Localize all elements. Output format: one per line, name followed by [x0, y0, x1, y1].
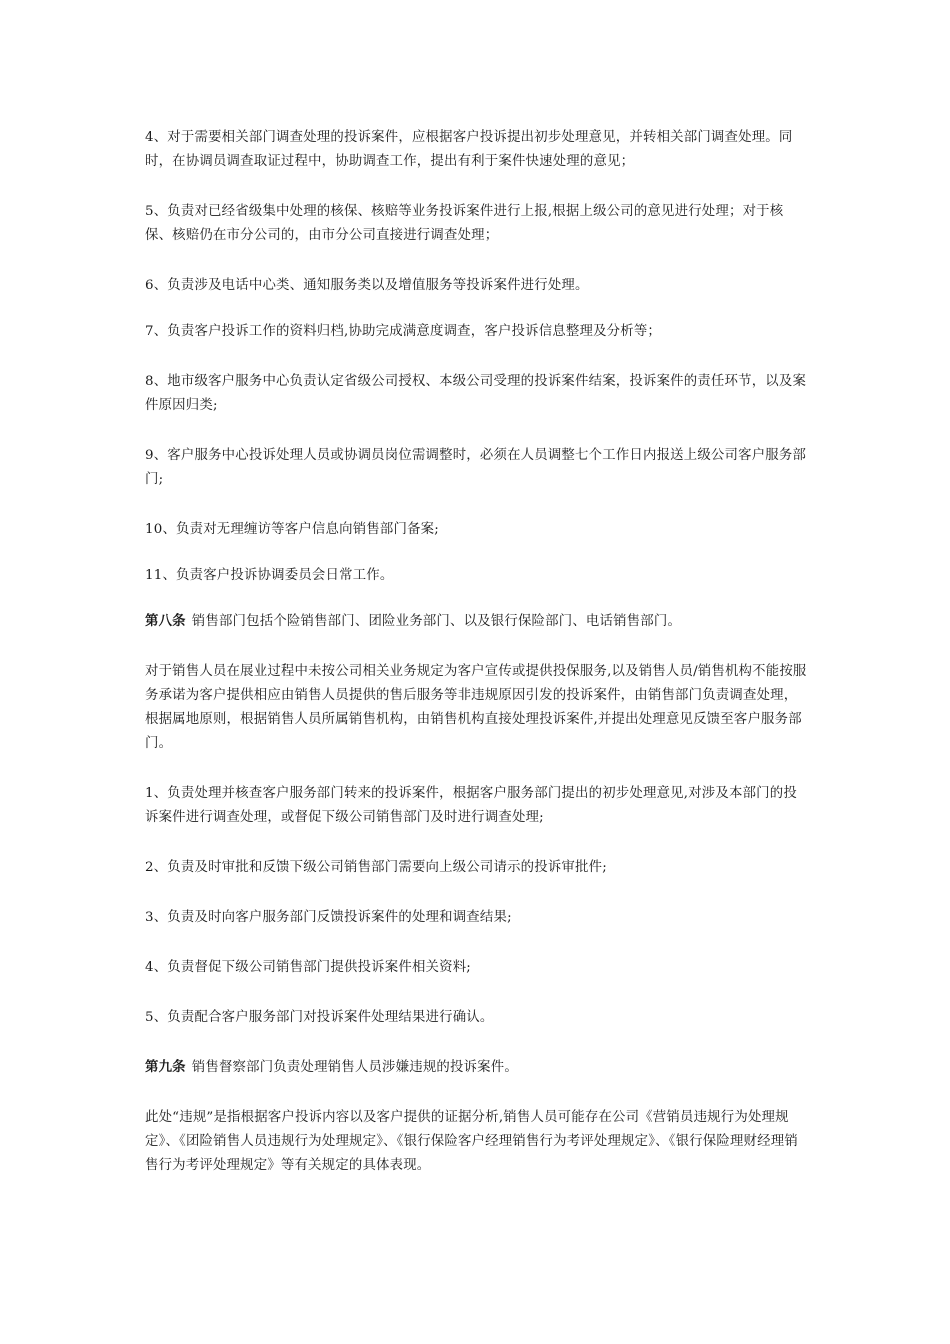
paragraph-item-10: 10、负责对无理缠访等客户信息向销售部门备案;: [145, 522, 439, 537]
article-9: [145, 1056, 809, 1080]
article-8: [145, 610, 809, 634]
paragraph-item-5: 5、负责对已经省级集中处理的核保、核赔等业务投诉案件进行上报,根据上级公司的意见进行处理；对于核保、核赔仍在市分公司的，由市分公司直接进行调查处理；: [145, 204, 784, 243]
paragraph-item-8: 8、地市级客户服务中心负责认定省级公司授权、本级公司受理的投诉案件结案，投诉案件的责任环节，以及案件原因归类;: [145, 374, 807, 413]
article-8-item-1: 1、负责处理并核查客户服务部门转来的投诉案件，根据客户服务部门提出的初步处理意见,对涉及本部门的投诉案件进行调查处理，或督促下级公司销售部门及时进行调查处理;: [145, 786, 797, 825]
article-8-item-3: 3、负责及时向客户服务部门反馈投诉案件的处理和调查结果;: [145, 910, 512, 925]
paragraph-item-9: 9、客户服务中心投诉处理人员或协调员岗位需调整时，必须在人员调整七个工作日内报送上级公司客户服务部门;: [145, 448, 807, 487]
article-8-item-5: 5、负责配合客户服务部门对投诉案件处理结果进行确认。: [145, 1010, 494, 1025]
paragraph-item-4: 4、对于需要相关部门调查处理的投诉案件，应根据客户投诉提出初步处理意见，并转相关部门调查处理。同时，在协调员调查取证过程中，协助调查工作，提出有利于案件快速处理的意见；: [145, 130, 793, 169]
article-9-heading: 第九条: [145, 1060, 186, 1075]
article-8-text: 销售部门包括个险销售部门、团险业务部门、以及银行保险部门、电话销售部门。: [191, 614, 682, 629]
article-8-item-2: 2、负责及时审批和反馈下级公司销售部门需要向上级公司请示的投诉审批件;: [145, 860, 607, 875]
article-8-item-4: 4、负责督促下级公司销售部门提供投诉案件相关资料;: [145, 960, 472, 975]
article-9-intro: 此处“违规”是指根据客户投诉内容以及客户提供的证据分析,销售人员可能存在公司《营销员违规行为处理规定》、《团险销售人员违规行为处理规定》、《银行保险客户经理销售行为考评处理规定》、《银行保险理财经理销售行为考评处理规定》等有关规定的具体表现。: [145, 1110, 798, 1173]
article-8-heading: 第八条: [145, 614, 186, 629]
article-9-text: 销售督察部门负责处理销售人员涉嫌违规的投诉案件。: [191, 1060, 518, 1075]
paragraph-item-11: 11、负责客户投诉协调委员会日常工作。: [145, 568, 394, 583]
document-page: [145, 126, 809, 1178]
paragraph-item-6: 6、负责涉及电话中心类、通知服务类以及增值服务等投诉案件进行处理。: [145, 278, 589, 293]
paragraph-item-7: 7、负责客户投诉工作的资料归档,协助完成满意度调查，客户投诉信息整理及分析等；: [145, 324, 662, 339]
article-8-intro: 对于销售人员在展业过程中未按公司相关业务规定为客户宣传或提供投保服务,以及销售人员/销售机构不能按服务承诺为客户提供相应由销售人员提供的售后服务等非违规原因引发的投诉案件，由销售部门负责调查处理，根据属地原则，根据销售人员所属销售机构，由销售机构直接处理投诉案件,并提出处理意见反馈至客户服务部门。: [145, 664, 807, 751]
